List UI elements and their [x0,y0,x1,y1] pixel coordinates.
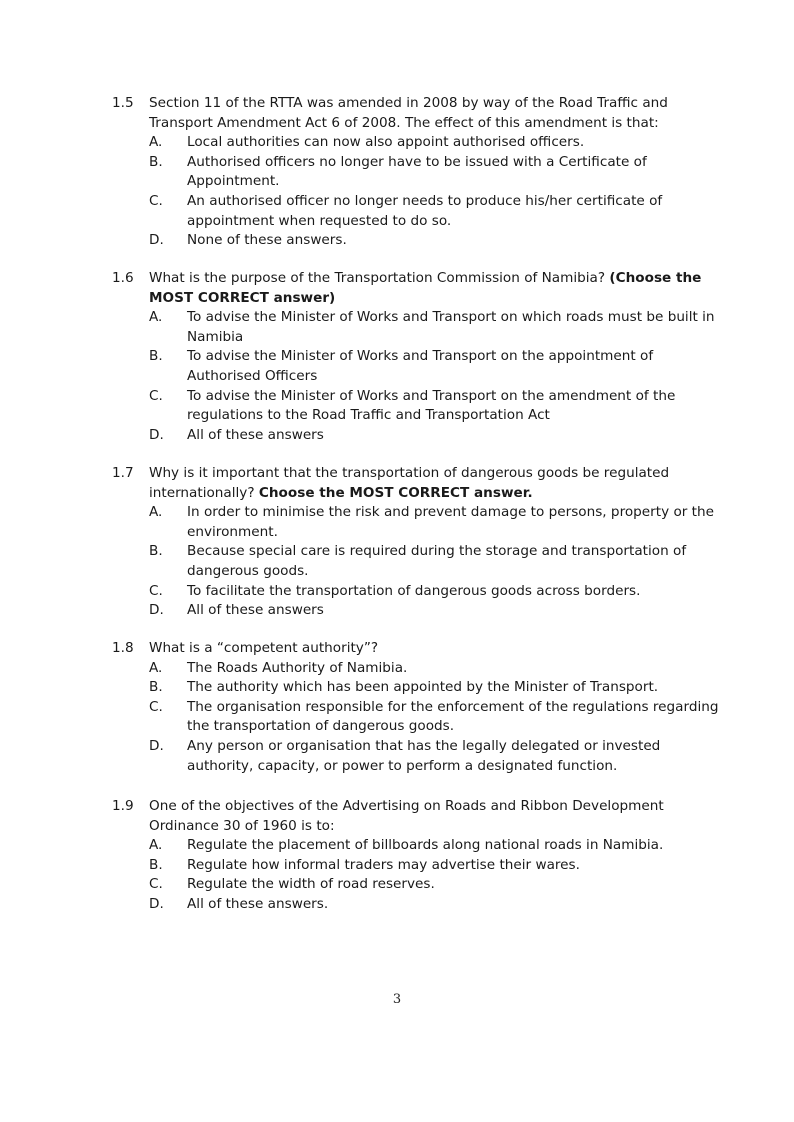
option-c: C. To advise the Minister of Works and Transport on the amendment of the regulations to the Road Traffic and Transportation Act [149,387,676,424]
options-list [149,133,722,251]
page-number: 3 [392,992,402,1007]
options-list [149,659,722,777]
options-list [149,503,722,621]
options-list [149,836,722,914]
question-number: 1.7 [112,465,134,481]
question-1-8 [112,639,722,776]
option-a: A. Regulate the placement of billboards along national roads in Namibia. [149,837,664,854]
question-number: 1.9 [112,798,134,814]
option-a: A. To advise the Minister of Works and Transport on which roads must be built in Namibia [149,309,715,345]
option-c: C. An authorised officer no longer needs to produce his/her certificate of appointment when requested to do so. [149,192,663,229]
question-1-6 [112,269,722,445]
option-b: B. Because special care is required during the storage and transportation of dangerous goods. [149,543,687,579]
question-text: Section 11 of the RTTA was amended in 2008 by way of the Road Traffic and Transport Amendment Act 6 of 2008. The effect of this amendment is that: [149,95,668,131]
option-a: A. Local authorities can now also appoint authorised officers. [149,134,585,151]
option-a: A. In order to minimise the risk and prevent damage to persons, property or the environment. [149,504,714,540]
option-d: D. All of these answers [149,602,324,619]
option-d: D. All of these answers [149,426,324,443]
question-text: One of the objectives of the Advertising on Roads and Ribbon Development Ordinance 30 of 1960 is to: [149,798,664,834]
option-d: D. All of these answers. [149,895,329,912]
option-b: B. To advise the Minister of Works and Transport on the appointment of Authorised Officers [149,348,654,384]
question-number: 1.8 [112,640,134,656]
question-text: What is the purpose of the Transportation Commission of Namibia? (Choose the MOST CORRECT answer) [149,270,702,306]
question-text: What is a “competent authority”? [149,640,379,656]
option-d: D. Any person or organisation that has the legally delegated or invested authority, capacity, or power to perform a designated function. [149,737,661,774]
question-1-9 [112,797,722,915]
option-d: D. None of these answers. [149,232,347,249]
option-c: C. To facilitate the transportation of dangerous goods across borders. [149,582,641,599]
option-b: B. Authorised officers no longer have to be issued with a Certificate of Appointment. [149,153,647,190]
question-number: 1.5 [112,95,134,111]
options-list [149,308,722,445]
question-text: Why is it important that the transportation of dangerous goods be regulated internationally? Choose the MOST CORRECT answer. [149,465,670,501]
option-b: B. Regulate how informal traders may advertise their wares. [149,856,580,873]
question-1-5 [112,94,722,251]
option-b: B. The authority which has been appointed by the Minister of Transport. [149,679,659,696]
question-number: 1.6 [112,270,134,286]
option-c: C. The organisation responsible for the enforcement of the regulations regarding the transportation of dangerous goods. [149,698,719,735]
option-a: A. The Roads Authority of Namibia. [149,659,408,676]
question-1-7 [112,464,722,621]
option-c: C. Regulate the width of road reserves. [149,876,435,893]
